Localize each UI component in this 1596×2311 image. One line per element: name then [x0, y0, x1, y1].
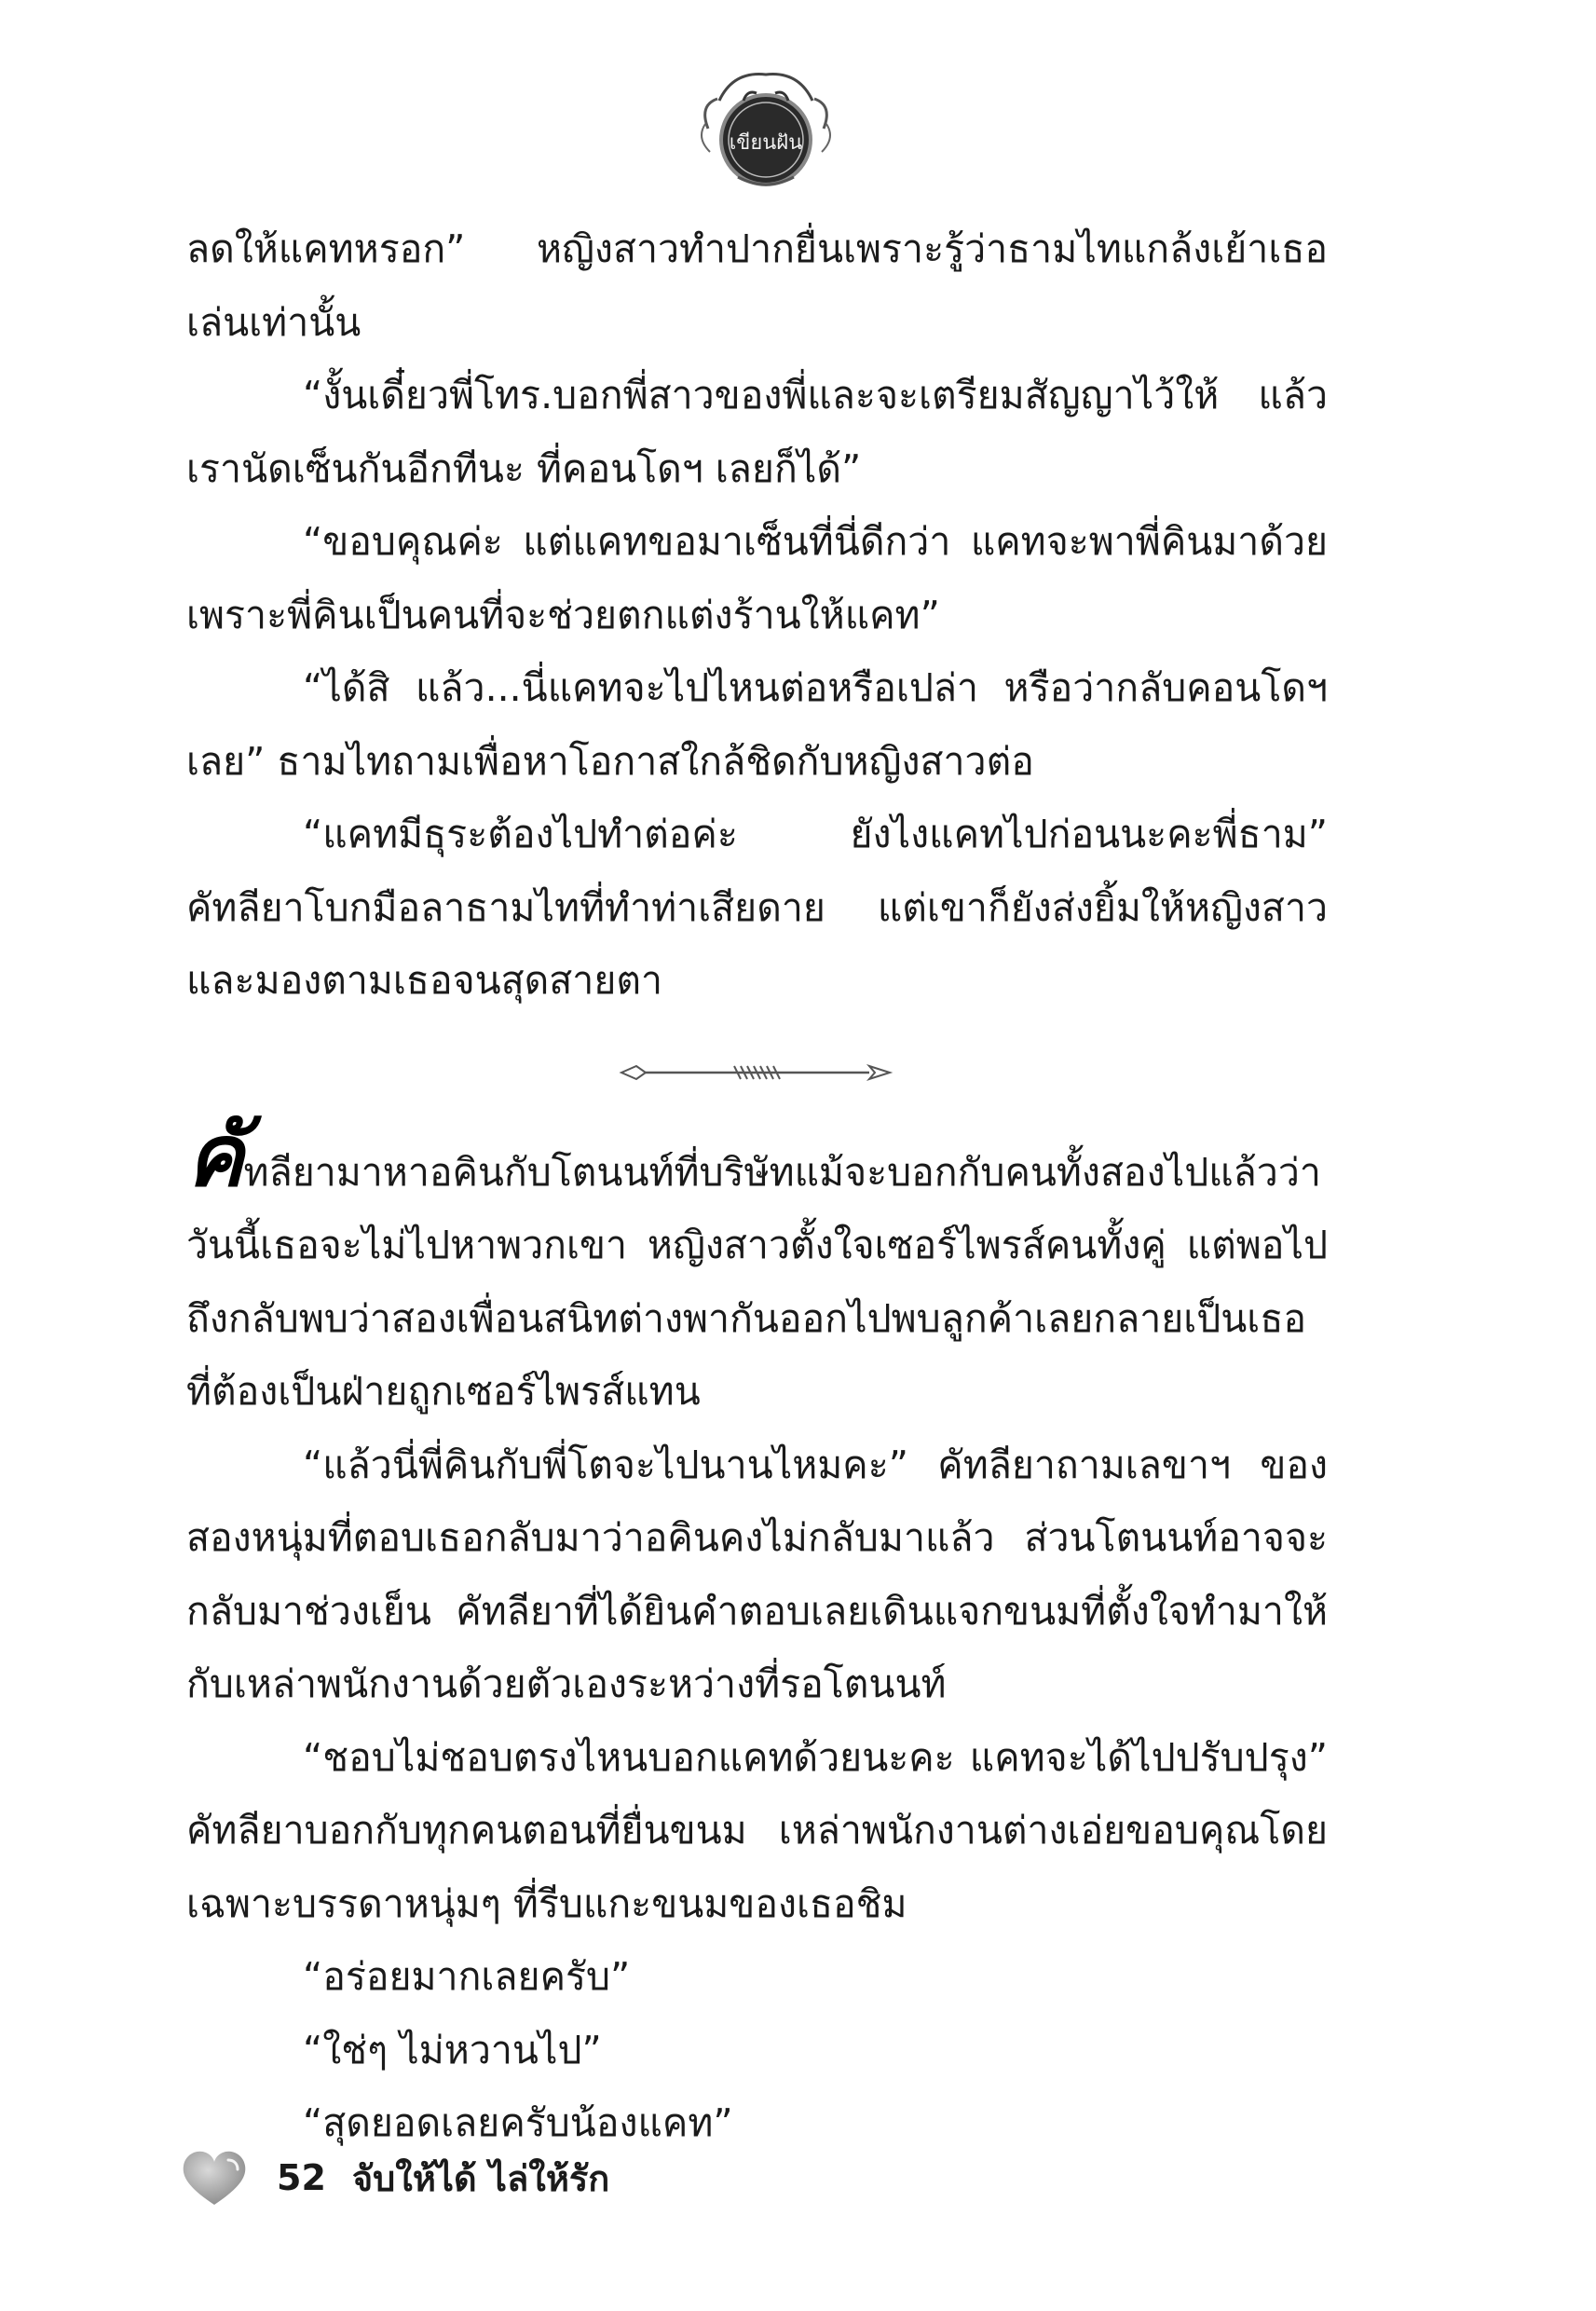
dialogue-line: “อร่อยมากเลยครับ”: [303, 1954, 631, 1999]
heart-icon: [180, 2147, 249, 2208]
dialogue-line: “สุดยอดเลยครับน้องแคท”: [303, 2100, 733, 2145]
book-title: จับให้ได้ ไล่ให้รัก: [351, 2157, 610, 2199]
paragraph: “แล้วนี่พี่คินกับพี่โตจะไปนานไหมคะ” คัทลียาถามเลขาฯ ของสองหนุ่มที่ตอบเธอกลับมาว่าอคินคงไม่กลับมาแล้ว ส่วนโตนนท์อาจจะกลับมาช่วงเย็น คัทลียาที่ได้ยินคำตอบเลยเดินแจกขนมที่ตั้งใจทำมาให้กับเหล่าพนักงานด้วยตัวเองระหว่างที่รอโตนนท์: [186, 1442, 1328, 1706]
paragraph-text: ทลียามาหาอคินกับโตนนท์ที่บริษัทแม้จะบอกกับคนทั้งสองไปแล้วว่าวันนี้เธอจะไม่ไปหาพวกเขา หญิงสาวตั้งใจเซอร์ไพรส์คนทั้งคู่ แต่พอไปถึงกลับพบว่าสองเพื่อนสนิทต่างพากันออกไปพบลูกค้าเลยกลายเป็นเธอที่ต้องเป็นฝ่ายถูกเซอร์ไพรส์แทน: [186, 1149, 1328, 1414]
page-footer: [180, 2145, 609, 2210]
paragraph: “งั้นเดี๋ยวพี่โทร.บอกพี่สาวของพี่และจะเตรียมสัญญาไว้ให้ แล้วเรานัดเซ็นกันอีกทีนะ ที่คอนโดฯ เลยก็ได้”: [186, 373, 1328, 491]
paragraph: “ขอบคุณค่ะ แต่แคทขอมาเซ็นที่นี่ดีกว่า แคทจะพาพี่คินมาด้วยเพราะพี่คินเป็นคนที่จะช่วยตกแต่งร้านให้แคท”: [186, 519, 1328, 637]
paragraph: “ชอบไม่ชอบตรงไหนบอกแคทด้วยนะคะ แคทจะได้ไปปรับปรุง” คัทลียาบอกกับทุกคนตอนที่ยื่นขนม เหล่าพนักงานต่างเอ่ยขอบคุณโดยเฉพาะบรรดาหนุ่มๆ ที่รีบแกะขนมของเธอชิม: [186, 1734, 1328, 1926]
paragraph: ลดให้แคทหรอก” หญิงสาวทำปากยื่นเพราะรู้ว่าธามไทแกล้งเย้าเธอเล่นเท่านั้น: [186, 226, 1328, 345]
svg-text:เขียนฝัน: เขียนฝัน: [729, 131, 803, 155]
section-divider: [186, 1018, 1328, 1128]
arrow-divider-icon: [618, 1059, 897, 1087]
page-number: 52: [277, 2157, 326, 2198]
dropcap-paragraph: [186, 1104, 1328, 1429]
paragraph: “ได้สิ แล้ว...นี่แคทจะไปไหนต่อหรือเปล่า หรือว่ากลับคอนโดฯเลย” ธามไทถามเพื่อหาโอกาสใกล้ชิดกับหญิงสาวต่อ: [186, 665, 1328, 784]
page-body: [186, 212, 1328, 2160]
dialogue-line: “ใช่ๆ ไม่หวานไป”: [303, 2027, 602, 2072]
drop-cap-letter: คั: [186, 1104, 244, 1206]
publisher-logo: [691, 63, 840, 192]
paragraph: “แคทมีธุระต้องไปทำต่อค่ะ ยังไงแคทไปก่อนนะคะพี่ธาม” คัทลียาโบกมือลาธามไทที่ทำท่าเสียดาย แต่เขาก็ยังส่งยิ้มให้หญิงสาวและมองตามเธอจนสุดสายตา: [186, 812, 1328, 1003]
